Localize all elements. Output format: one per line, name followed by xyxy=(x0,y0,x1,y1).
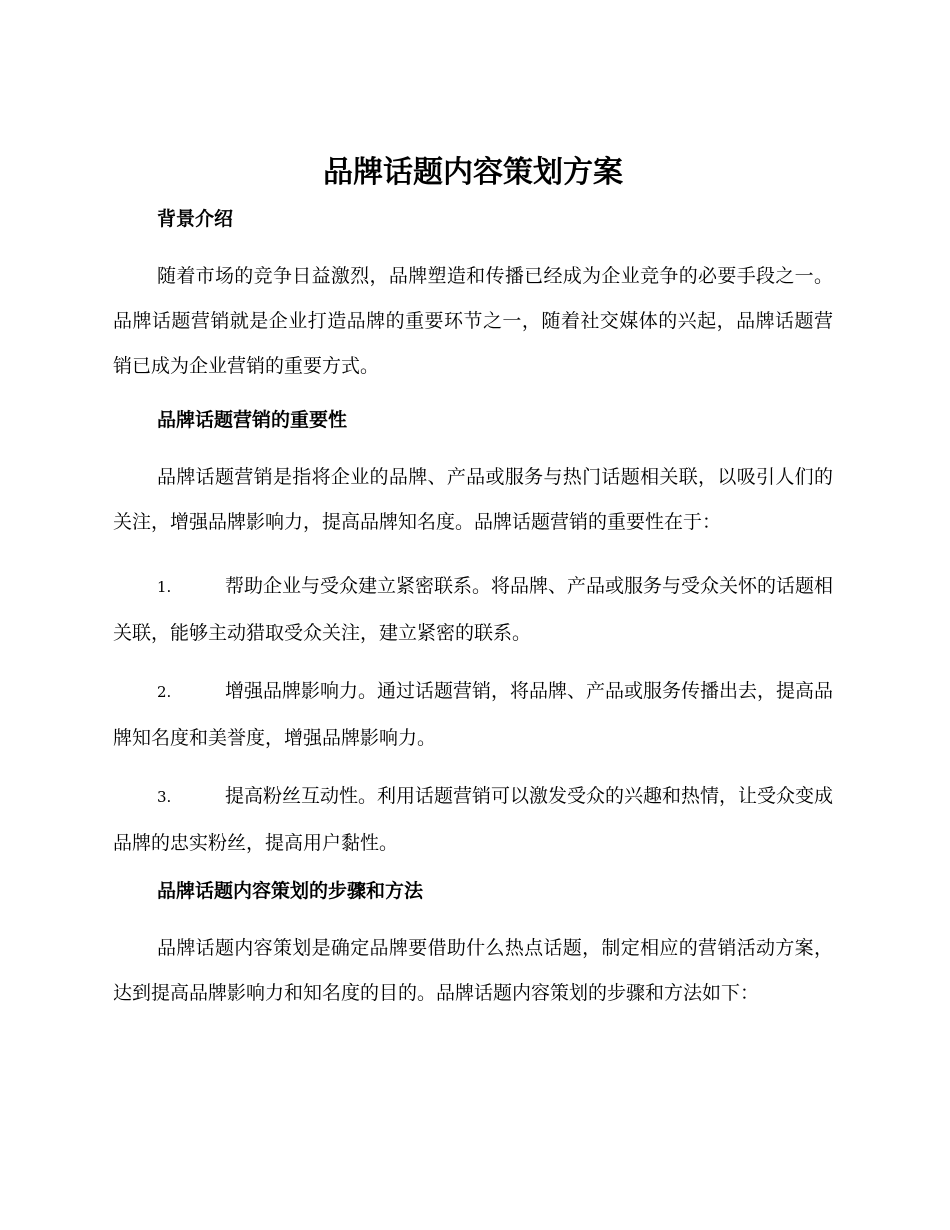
list-item-number: 3. xyxy=(157,788,172,806)
section-heading-importance: 品牌话题营销的重要性 xyxy=(157,409,348,431)
section-background xyxy=(113,206,833,389)
list-item-text: 提高粉丝互动性。利用话题营销可以激发受众的兴趣和热情，让受众变成品牌的忠实粉丝，提高用户黏性。 xyxy=(113,785,834,854)
list-item xyxy=(113,563,833,656)
section-importance xyxy=(113,407,833,866)
list-item-text: 增强品牌影响力。通过话题营销，将品牌、产品或服务传播出去，提高品牌知名度和美誉度，增强品牌影响力。 xyxy=(113,680,834,749)
paragraph-steps: 品牌话题内容策划是确定品牌要借助什么热点话题，制定相应的营销活动方案，达到提高品牌影响力和知名度的目的。品牌话题内容策划的步骤和方法如下： xyxy=(113,937,833,1004)
paragraph-background: 随着市场的竞争日益激烈，品牌塑造和传播已经成为企业竞争的必要手段之一。品牌话题营销就是企业打造品牌的重要环节之一，随着社交媒体的兴起，品牌话题营销已成为企业营销的重要方式。 xyxy=(113,265,833,377)
section-heading-steps: 品牌话题内容策划的步骤和方法 xyxy=(157,880,424,902)
list-item xyxy=(113,773,833,866)
list-item-number: 1. xyxy=(157,578,172,596)
list-item-text: 帮助企业与受众建立紧密联系。将品牌、产品或服务与受众关怀的话题相关联，能够主动猎取受众关注，建立紧密的联系。 xyxy=(113,575,834,644)
paragraph-importance: 品牌话题营销是指将企业的品牌、产品或服务与热门话题相关联，以吸引人们的关注，增强品牌影响力，提高品牌知名度。品牌话题营销的重要性在于： xyxy=(113,466,833,533)
list-item xyxy=(113,668,833,761)
list-item-number: 2. xyxy=(157,683,172,701)
document-title: 品牌话题内容策划方案 xyxy=(323,155,623,190)
section-steps xyxy=(113,878,833,1016)
section-heading-background: 背景介绍 xyxy=(157,208,234,230)
document-page xyxy=(113,150,833,1034)
